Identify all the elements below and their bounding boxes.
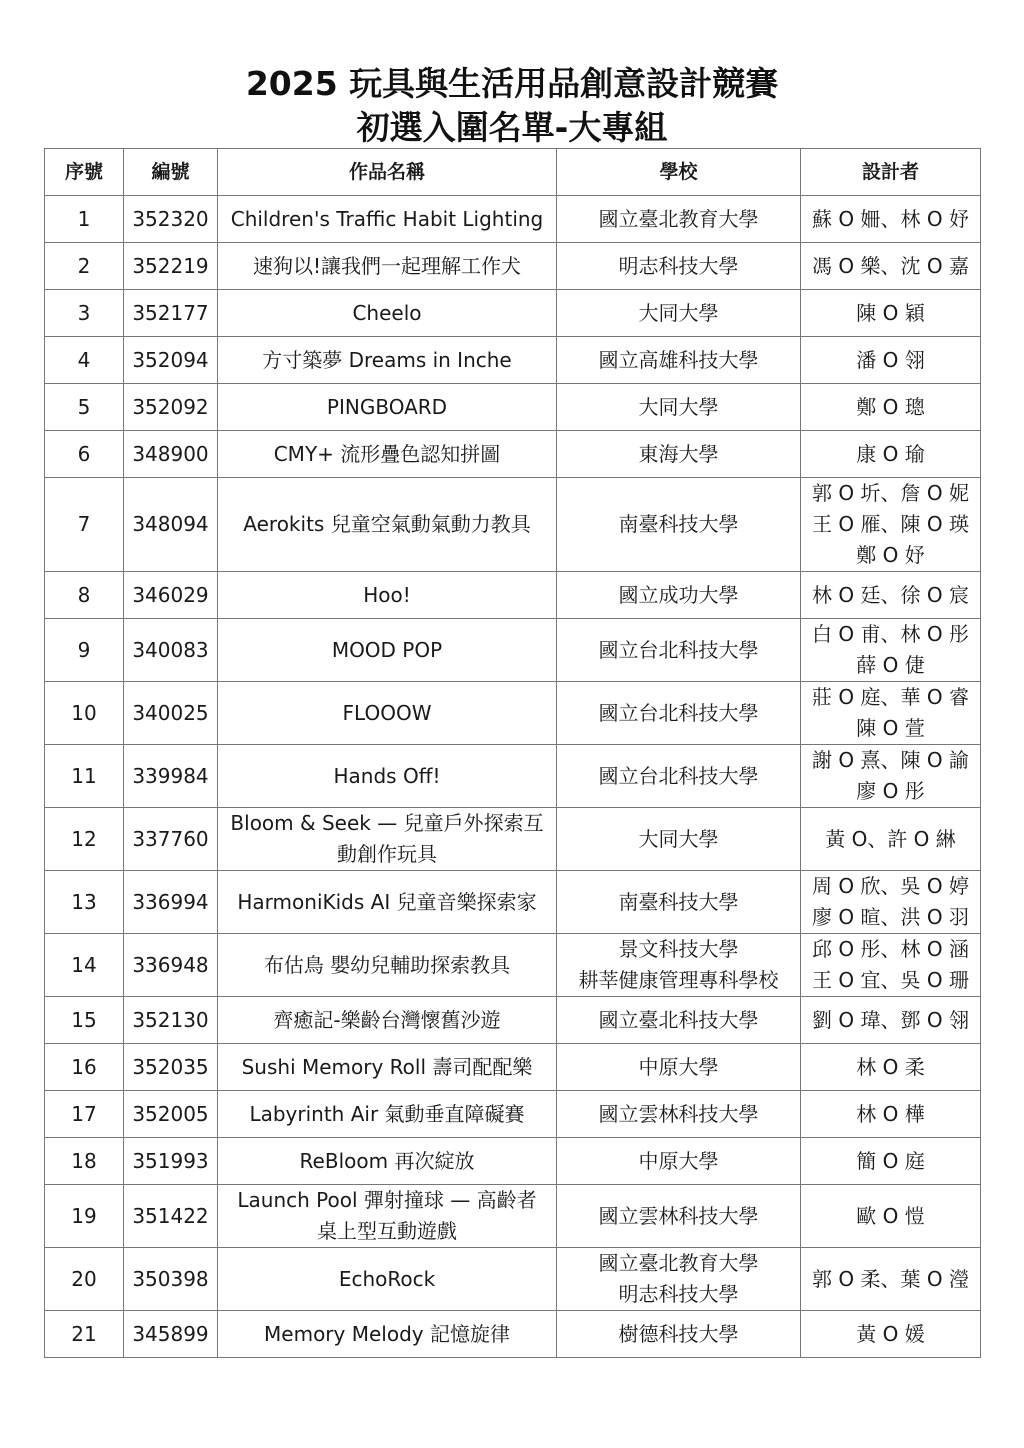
cell-designers bbox=[801, 1248, 981, 1311]
cell-title-line: Aerokits 兒童空氣動氣動力教具 bbox=[243, 512, 531, 536]
cell-id: 350398 bbox=[124, 1248, 218, 1311]
cell-designers bbox=[801, 384, 981, 431]
cell-title-line: EchoRock bbox=[338, 1266, 436, 1291]
cell-school-line: 國立雲林科技大學 bbox=[598, 1203, 759, 1228]
cell-designers-line: 邱 O 彤、林 O 涵 bbox=[812, 937, 969, 961]
cell-title bbox=[218, 1311, 557, 1358]
cell-school-line: 明志科技大學 bbox=[618, 253, 739, 278]
cell-title bbox=[218, 478, 557, 572]
cell-designers bbox=[801, 290, 981, 337]
cell-school-line: 南臺科技大學 bbox=[618, 889, 739, 914]
cell-designers-line: 林 O 柔 bbox=[856, 1054, 925, 1079]
table-row bbox=[45, 1311, 981, 1358]
cell-school-line: 明志科技大學 bbox=[618, 1282, 739, 1306]
cell-id: 336948 bbox=[124, 934, 218, 997]
cell-number: 6 bbox=[45, 431, 124, 478]
table-row bbox=[45, 384, 981, 431]
cell-designers-line: 劉 O 瑋、鄧 O 翎 bbox=[812, 1007, 969, 1032]
cell-designers bbox=[801, 196, 981, 243]
cell-title bbox=[218, 290, 557, 337]
cell-designers-line: 郭 O 柔、葉 O 瀅 bbox=[812, 1266, 969, 1291]
cell-school-line: 樹德科技大學 bbox=[618, 1321, 739, 1346]
cell-title-line: 布估鳥 嬰幼兒輔助探索教具 bbox=[263, 952, 511, 977]
cell-number: 17 bbox=[45, 1091, 124, 1138]
cell-school-line: 中原大學 bbox=[638, 1148, 719, 1173]
document-subtitle: 初選入圍名單-大專組 bbox=[356, 108, 668, 147]
cell-id: 348900 bbox=[124, 431, 218, 478]
cell-number: 8 bbox=[45, 572, 124, 619]
table-row bbox=[45, 871, 981, 934]
cell-id: 336994 bbox=[124, 871, 218, 934]
cell-title-line: Bloom & Seek — 兒童戶外探索互 bbox=[230, 811, 544, 835]
cell-designers bbox=[801, 431, 981, 478]
cell-designers bbox=[801, 478, 981, 572]
cell-id: 352092 bbox=[124, 384, 218, 431]
table-row bbox=[45, 196, 981, 243]
cell-school-line: 國立成功大學 bbox=[618, 582, 739, 607]
column-header-number: 序號 bbox=[45, 149, 124, 196]
table-row bbox=[45, 1248, 981, 1311]
cell-number: 20 bbox=[45, 1248, 124, 1311]
cell-id: 351993 bbox=[124, 1138, 218, 1185]
cell-designers bbox=[801, 1311, 981, 1358]
cell-title-line: 方寸築夢 Dreams in Inche bbox=[262, 347, 512, 372]
cell-designers bbox=[801, 1185, 981, 1248]
document-title: 2025 玩具與生活用品創意設計競賽 bbox=[245, 64, 779, 103]
cell-id: 345899 bbox=[124, 1311, 218, 1358]
table-row bbox=[45, 1044, 981, 1091]
cell-designers bbox=[801, 871, 981, 934]
cell-school bbox=[557, 478, 801, 572]
cell-designers-line: 薛 O 倢 bbox=[856, 653, 925, 677]
cell-number: 19 bbox=[45, 1185, 124, 1248]
cell-title bbox=[218, 1185, 557, 1248]
cell-designers-line: 陳 O 萱 bbox=[856, 716, 925, 740]
cell-school-line: 國立高雄科技大學 bbox=[598, 347, 759, 372]
cell-number: 12 bbox=[45, 808, 124, 871]
table-header-row bbox=[45, 149, 981, 196]
table-row bbox=[45, 1185, 981, 1248]
table-row bbox=[45, 1138, 981, 1185]
cell-school-line: 大同大學 bbox=[638, 300, 719, 325]
cell-title-line: 速狗以!讓我們一起理解工作犬 bbox=[252, 253, 522, 278]
cell-title-line: Memory Melody 記憶旋律 bbox=[264, 1321, 510, 1346]
cell-school bbox=[557, 745, 801, 808]
cell-school-line: 國立台北科技大學 bbox=[598, 700, 759, 725]
cell-designers-line: 康 O 瑜 bbox=[856, 441, 925, 466]
cell-school bbox=[557, 290, 801, 337]
cell-title-line: 動創作玩具 bbox=[337, 842, 437, 866]
cell-title bbox=[218, 745, 557, 808]
column-header-designer: 設計者 bbox=[801, 149, 981, 196]
cell-title-line: 桌上型互動遊戲 bbox=[317, 1219, 457, 1243]
cell-title bbox=[218, 243, 557, 290]
cell-id: 352005 bbox=[124, 1091, 218, 1138]
cell-school-line: 南臺科技大學 bbox=[618, 512, 739, 536]
cell-id: 340083 bbox=[124, 619, 218, 682]
cell-school-line: 大同大學 bbox=[638, 394, 719, 419]
cell-designers-line: 廖 O 彤 bbox=[856, 779, 925, 803]
cell-designers-line: 鄭 O 璁 bbox=[856, 394, 925, 419]
table-row bbox=[45, 431, 981, 478]
table-row bbox=[45, 934, 981, 997]
cell-number: 11 bbox=[45, 745, 124, 808]
cell-id: 339984 bbox=[124, 745, 218, 808]
cell-title-line: 齊癒記-樂齡台灣懷舊沙遊 bbox=[273, 1007, 501, 1032]
cell-school bbox=[557, 243, 801, 290]
cell-title-line: CMY+ 流形疊色認知拼圖 bbox=[273, 441, 501, 466]
cell-id: 352320 bbox=[124, 196, 218, 243]
table-row bbox=[45, 745, 981, 808]
cell-school bbox=[557, 808, 801, 871]
cell-designers bbox=[801, 682, 981, 745]
cell-designers-line: 廖 O 暄、洪 O 羽 bbox=[812, 905, 969, 929]
cell-school bbox=[557, 619, 801, 682]
cell-school-line: 大同大學 bbox=[638, 826, 719, 851]
column-header-school: 學校 bbox=[557, 149, 801, 196]
cell-designers-line: 王 O 宜、吳 O 珊 bbox=[812, 968, 969, 992]
cell-school-line: 景文科技大學 bbox=[618, 937, 739, 961]
cell-designers-line: 周 O 欣、吳 O 婷 bbox=[812, 874, 969, 898]
cell-title bbox=[218, 384, 557, 431]
cell-number: 1 bbox=[45, 196, 124, 243]
cell-title bbox=[218, 871, 557, 934]
cell-school bbox=[557, 997, 801, 1044]
cell-designers-line: 黃 O 媛 bbox=[856, 1321, 925, 1346]
cell-school-line: 中原大學 bbox=[638, 1054, 719, 1079]
cell-number: 3 bbox=[45, 290, 124, 337]
cell-title-line: MOOD POP bbox=[331, 637, 443, 662]
table-row bbox=[45, 682, 981, 745]
cell-title-line: Labyrinth Air 氣動垂直障礙賽 bbox=[249, 1101, 525, 1126]
cell-id: 340025 bbox=[124, 682, 218, 745]
table-row bbox=[45, 243, 981, 290]
cell-school-line: 國立臺北科技大學 bbox=[598, 1007, 759, 1032]
cell-designers bbox=[801, 619, 981, 682]
cell-number: 5 bbox=[45, 384, 124, 431]
cell-id: 352094 bbox=[124, 337, 218, 384]
cell-designers-line: 謝 O 熹、陳 O 諭 bbox=[812, 748, 969, 772]
cell-designers-line: 蘇 O 姍、林 O 妤 bbox=[812, 206, 969, 231]
cell-title-line: Children's Traffic Habit Lighting bbox=[230, 206, 544, 231]
cell-title bbox=[218, 337, 557, 384]
cell-title bbox=[218, 682, 557, 745]
cell-school bbox=[557, 384, 801, 431]
cell-title-line: Hands Off! bbox=[333, 763, 441, 788]
cell-title bbox=[218, 808, 557, 871]
cell-school-line: 國立臺北教育大學 bbox=[598, 206, 759, 231]
cell-designers bbox=[801, 1138, 981, 1185]
cell-id: 337760 bbox=[124, 808, 218, 871]
cell-school-line: 國立雲林科技大學 bbox=[598, 1101, 759, 1126]
cell-designers-line: 歐 O 愷 bbox=[856, 1203, 925, 1228]
cell-number: 16 bbox=[45, 1044, 124, 1091]
cell-id: 346029 bbox=[124, 572, 218, 619]
finalist-table bbox=[44, 148, 981, 1358]
cell-id: 352177 bbox=[124, 290, 218, 337]
cell-designers-line: 王 O 雁、陳 O 瑛 bbox=[812, 512, 969, 536]
cell-school-line: 東海大學 bbox=[638, 441, 719, 466]
cell-designers-line: 林 O 廷、徐 O 宸 bbox=[812, 582, 969, 607]
cell-number: 7 bbox=[45, 478, 124, 572]
table-row bbox=[45, 572, 981, 619]
cell-school bbox=[557, 1311, 801, 1358]
cell-title-line: HarmoniKids AI 兒童音樂探索家 bbox=[237, 889, 537, 914]
cell-title bbox=[218, 431, 557, 478]
cell-title bbox=[218, 934, 557, 997]
cell-designers bbox=[801, 243, 981, 290]
cell-school-line: 國立臺北教育大學 bbox=[598, 1251, 759, 1275]
cell-school-line: 國立台北科技大學 bbox=[598, 637, 759, 662]
cell-school bbox=[557, 337, 801, 384]
cell-number: 9 bbox=[45, 619, 124, 682]
cell-title bbox=[218, 997, 557, 1044]
cell-designers bbox=[801, 337, 981, 384]
cell-title bbox=[218, 1138, 557, 1185]
table-row bbox=[45, 997, 981, 1044]
cell-designers bbox=[801, 1091, 981, 1138]
cell-id: 348094 bbox=[124, 478, 218, 572]
cell-number: 15 bbox=[45, 997, 124, 1044]
cell-number: 18 bbox=[45, 1138, 124, 1185]
cell-school bbox=[557, 1044, 801, 1091]
cell-id: 352130 bbox=[124, 997, 218, 1044]
cell-id: 352219 bbox=[124, 243, 218, 290]
cell-school bbox=[557, 196, 801, 243]
cell-title-line: Launch Pool 彈射撞球 — 高齡者 bbox=[237, 1188, 537, 1212]
cell-title-line: Hoo! bbox=[363, 582, 411, 607]
cell-designers-line: 郭 O 圻、詹 O 妮 bbox=[812, 481, 969, 505]
cell-designers-line: 馮 O 樂、沈 O 嘉 bbox=[812, 253, 969, 278]
cell-id: 352035 bbox=[124, 1044, 218, 1091]
cell-school-line: 國立台北科技大學 bbox=[598, 763, 759, 788]
cell-number: 13 bbox=[45, 871, 124, 934]
cell-school-line: 耕莘健康管理專科學校 bbox=[578, 968, 779, 992]
cell-school bbox=[557, 431, 801, 478]
cell-designers bbox=[801, 1044, 981, 1091]
column-header-title: 作品名稱 bbox=[218, 149, 557, 196]
table-row bbox=[45, 1091, 981, 1138]
cell-designers bbox=[801, 934, 981, 997]
cell-designers bbox=[801, 997, 981, 1044]
cell-designers bbox=[801, 572, 981, 619]
table-row bbox=[45, 808, 981, 871]
cell-designers bbox=[801, 745, 981, 808]
table-body bbox=[45, 196, 981, 1358]
cell-designers-line: 林 O 樺 bbox=[856, 1101, 925, 1126]
cell-school bbox=[557, 871, 801, 934]
cell-school bbox=[557, 1091, 801, 1138]
cell-number: 4 bbox=[45, 337, 124, 384]
cell-designers-line: 黃 O、許 O 綝 bbox=[825, 826, 956, 851]
cell-school bbox=[557, 1248, 801, 1311]
cell-title bbox=[218, 619, 557, 682]
cell-title bbox=[218, 1248, 557, 1311]
cell-title-line: Sushi Memory Roll 壽司配配樂 bbox=[241, 1054, 533, 1079]
cell-title bbox=[218, 1044, 557, 1091]
table-row bbox=[45, 290, 981, 337]
cell-school bbox=[557, 1138, 801, 1185]
cell-designers-line: 簡 O 庭 bbox=[856, 1148, 925, 1173]
cell-designers-line: 莊 O 庭、華 O 睿 bbox=[812, 685, 969, 709]
cell-title-line: FLOOOW bbox=[342, 700, 432, 725]
cell-number: 14 bbox=[45, 934, 124, 997]
cell-school bbox=[557, 572, 801, 619]
cell-id: 351422 bbox=[124, 1185, 218, 1248]
table-row bbox=[45, 337, 981, 384]
cell-designers bbox=[801, 808, 981, 871]
cell-title-line: ReBloom 再次綻放 bbox=[299, 1148, 475, 1173]
cell-number: 21 bbox=[45, 1311, 124, 1358]
cell-title bbox=[218, 1091, 557, 1138]
cell-designers-line: 鄭 O 妤 bbox=[856, 543, 925, 567]
cell-number: 10 bbox=[45, 682, 124, 745]
cell-designers-line: 白 O 甫、林 O 彤 bbox=[812, 622, 969, 646]
cell-title bbox=[218, 196, 557, 243]
cell-title-line: Cheelo bbox=[352, 300, 422, 325]
cell-designers-line: 陳 O 穎 bbox=[856, 300, 925, 325]
cell-title bbox=[218, 572, 557, 619]
cell-number: 2 bbox=[45, 243, 124, 290]
table-row bbox=[45, 619, 981, 682]
cell-school bbox=[557, 934, 801, 997]
table-row bbox=[45, 478, 981, 572]
cell-designers-line: 潘 O 翎 bbox=[856, 347, 925, 372]
cell-school bbox=[557, 682, 801, 745]
cell-school bbox=[557, 1185, 801, 1248]
column-header-id: 編號 bbox=[124, 149, 218, 196]
cell-title-line: PINGBOARD bbox=[326, 394, 448, 419]
